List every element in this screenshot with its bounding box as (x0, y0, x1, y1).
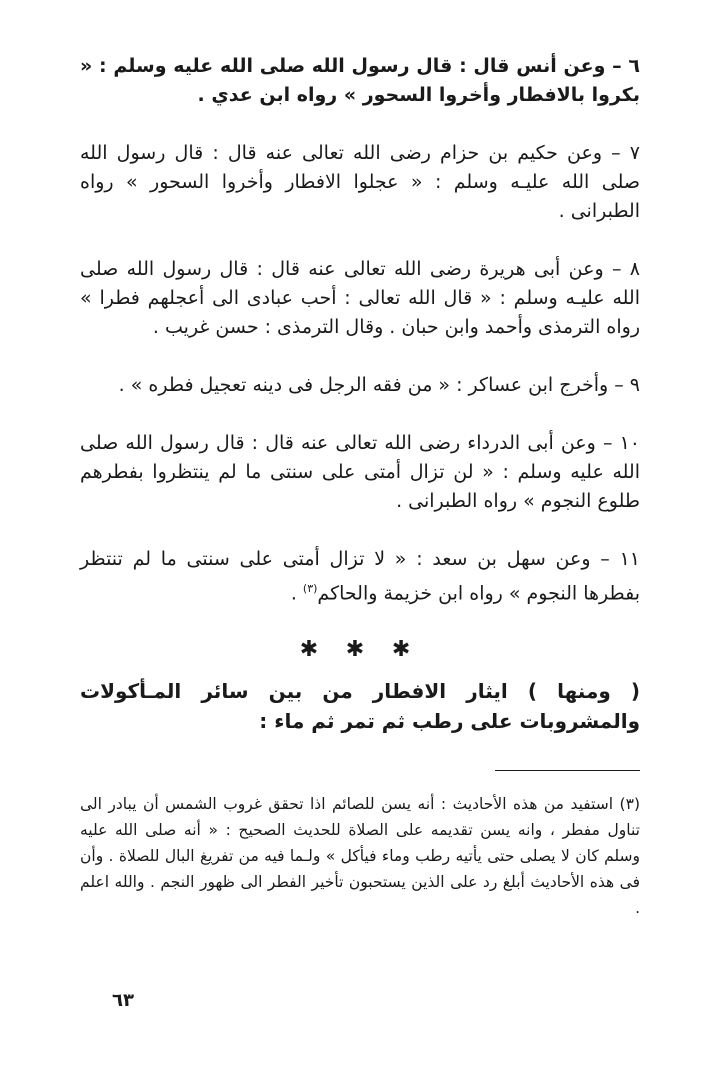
hadith-10: ١٠ – وعن أبى الدرداء رضى الله تعالى عنه قال : قال رسول الله صلى الله عليه وسلم : « لن تزال أمتى على سنتى ما لم ينتظروا بفطرهم طلوع النجوم » رواه الطبرانى . (80, 432, 640, 512)
hadith-11-text: ١١ – وعن سهل بن سعد : « لا تزال أمتى على سنتى ما لم تنتظر بفطرها النجوم » رواه ابن خزيمة والحاكم (80, 548, 640, 605)
footnote-divider (495, 770, 640, 771)
page-body (80, 52, 640, 937)
hadith-6: ٦ – وعن أنس قال : قال رسول الله صلى الله عليه وسلم : « بكروا بالافطار وأخروا السحور » رواه ابن عدي . (80, 55, 640, 106)
hadith-11 (80, 545, 640, 608)
footnote-reference: (٣) (302, 582, 318, 595)
page-number: ٦٣ (112, 990, 134, 1011)
hadith-9: ٩ – وأخرج ابن عساكر : « من فقه الرجل فى دينه تعجيل فطره » . (118, 374, 640, 396)
hadith-7: ٧ – وعن حكيم بن حزام رضى الله تعالى عنه قال : قال رسول الله صلى الله عليـه وسلم : « عجلوا الافطار وأخروا السحور » رواه الطبرانى . (80, 142, 640, 222)
section-separator: ✱ ✱ ✱ (299, 637, 421, 663)
hadith-8: ٨ – وعن أبى هريرة رضى الله تعالى عنه قال : قال رسول الله صلى الله عليـه وسلم : « قال الله تعالى : أحب عبادى الى أعجلهم فطرا » رواه الترمذى وأحمد وابن حبان . وقال الترمذى : حسن غريب . (80, 258, 640, 338)
footnote: (٣) استفيد من هذه الأحاديث : أنه يسن للصائم اذا تحقق غروب الشمس أن يبادر الى تناول مفطر ، وانه يسن تقديمه على الصلاة للحديث الصحيح : « أنه صلى الله عليه وسلم كان لا يصلى حتى يأتيه رطب وماء فيأكل » ولـما فيه من تفريغ البال للصلاة . وأن فى هذه الأحاديث أبلغ رد على الذين يستحبون تأخير الفطر الى ظهور النجم . والله اعلم . (80, 795, 640, 918)
hadith-11-tail: . (290, 582, 303, 605)
section-heading: ( ومنها ) ايثار الافطار من بين سائر المـأكولات والمشروبات على رطب ثم تمر ثم ماء : (80, 679, 640, 734)
